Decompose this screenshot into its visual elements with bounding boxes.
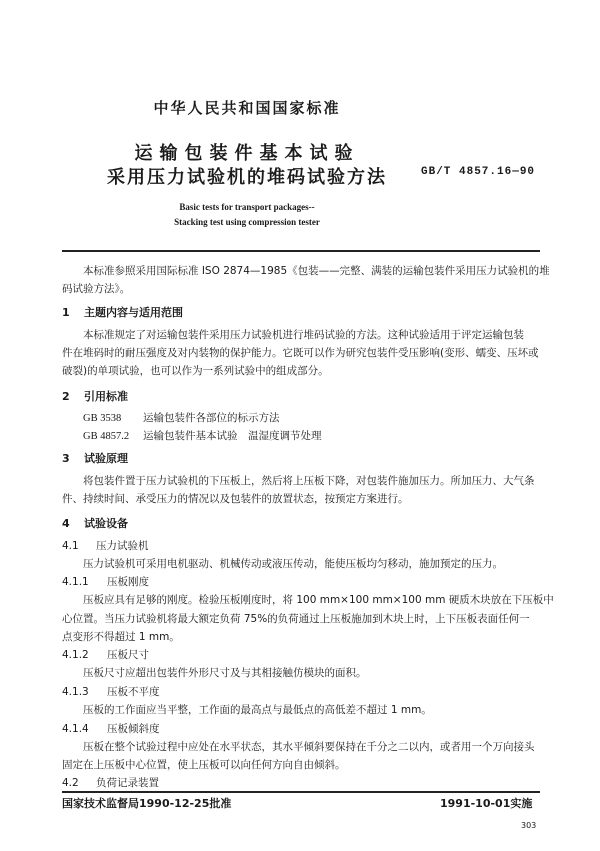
body-line: 心位置。当压力试验机将最大额定负荷 75%的负荷通过上压板施加到木块上时，上下压板表面任何一 bbox=[62, 613, 530, 625]
reference-item: GB 4857.2 运输包装件基本试验 温湿度调节处理 bbox=[83, 430, 322, 442]
section-heading: 2 引用标准 bbox=[62, 390, 128, 403]
body-line: 压板尺寸应超出包装件外形尺寸及与其相接触仿模块的面积。 bbox=[83, 667, 367, 679]
effective-date: 1991-10-01实施 bbox=[440, 797, 533, 810]
subsection-heading: 4.1 压力试验机 bbox=[62, 540, 149, 552]
subsection-heading: 4.1.4 压板倾斜度 bbox=[62, 723, 160, 735]
footer-rule bbox=[62, 791, 540, 793]
body-line: 将包装件置于压力试验机的下压板上，然后将上压板下降，对包装件施加压力。所加压力、大气条 bbox=[83, 475, 535, 487]
title-line-1: 运输包装件基本试验 bbox=[134, 143, 360, 164]
section-heading: 4 试验设备 bbox=[62, 517, 128, 530]
header-rule bbox=[62, 250, 540, 252]
subsection-heading: 4.2 负荷记录装置 bbox=[62, 777, 159, 789]
body-line: 压力试验机可采用电机驱动、机械传动或液压传动，能使压板均匀移动，施加预定的压力。 bbox=[83, 558, 503, 570]
subsection-heading: 4.1.3 压板不平度 bbox=[62, 686, 160, 698]
subsection-heading: 4.1.1 压板刚度 bbox=[62, 576, 149, 588]
standard-code: GB/T 4857.16—90 bbox=[421, 166, 536, 178]
body-line: 点变形不得超过 1 mm。 bbox=[62, 631, 180, 643]
reference-item: GB 3538 运输包装件各部位的标示方法 bbox=[83, 412, 280, 424]
intro-line: 码试验方法》。 bbox=[62, 283, 131, 295]
english-title-2: Stacking test using compression tester bbox=[174, 217, 320, 227]
page-number: 303 bbox=[521, 821, 537, 830]
national-standard-heading: 中华人民共和国国家标准 bbox=[153, 99, 341, 117]
section-heading: 3 试验原理 bbox=[62, 452, 128, 465]
body-line: 固定在上压板中心位置，使上压板可以向任何方向自由倾斜。 bbox=[62, 759, 346, 771]
body-line: 压板的工作面应当平整，工作面的最高点与最低点的高低差不超过 1 mm。 bbox=[83, 704, 432, 716]
title-line-2: 采用压力试验机的堆码试验方法 bbox=[107, 167, 387, 188]
body-line: 本标准规定了对运输包装件采用压力试验机进行堆码试验的方法。这种试验适用于评定运输包装 bbox=[83, 329, 524, 341]
body-line: 件在堆码时的耐压强度及对内装物的保护能力。它既可以作为研究包装件受压影响(变形、蠕变、压坏或 bbox=[62, 347, 539, 359]
section-heading: 1 主题内容与适用范围 bbox=[62, 306, 183, 319]
approval-date: 国家技术监督局1990-12-25批准 bbox=[62, 797, 232, 810]
body-line: 破裂)的单项试验，也可以作为一系列试验中的组成部分。 bbox=[62, 365, 329, 377]
intro-line: 本标准参照采用国际标准 ISO 2874—1985《包装——完整、满装的运输包装件采用压力试验机的堆 bbox=[83, 265, 550, 277]
body-line: 压板应具有足够的刚度。检验压板刚度时，将 100 mm×100 mm×100 mm 硬质木块放在下压板中 bbox=[83, 594, 554, 606]
english-title-1: Basic tests for transport packages-- bbox=[179, 202, 315, 212]
body-line: 压板在整个试验过程中应处在水平状态，其水平倾斜要保持在千分之二以内，或者用一个万向接头 bbox=[83, 741, 535, 753]
body-line: 件、持续时间、承受压力的情况以及包装件的放置状态，按预定方案进行。 bbox=[62, 493, 409, 505]
subsection-heading: 4.1.2 压板尺寸 bbox=[62, 649, 149, 661]
